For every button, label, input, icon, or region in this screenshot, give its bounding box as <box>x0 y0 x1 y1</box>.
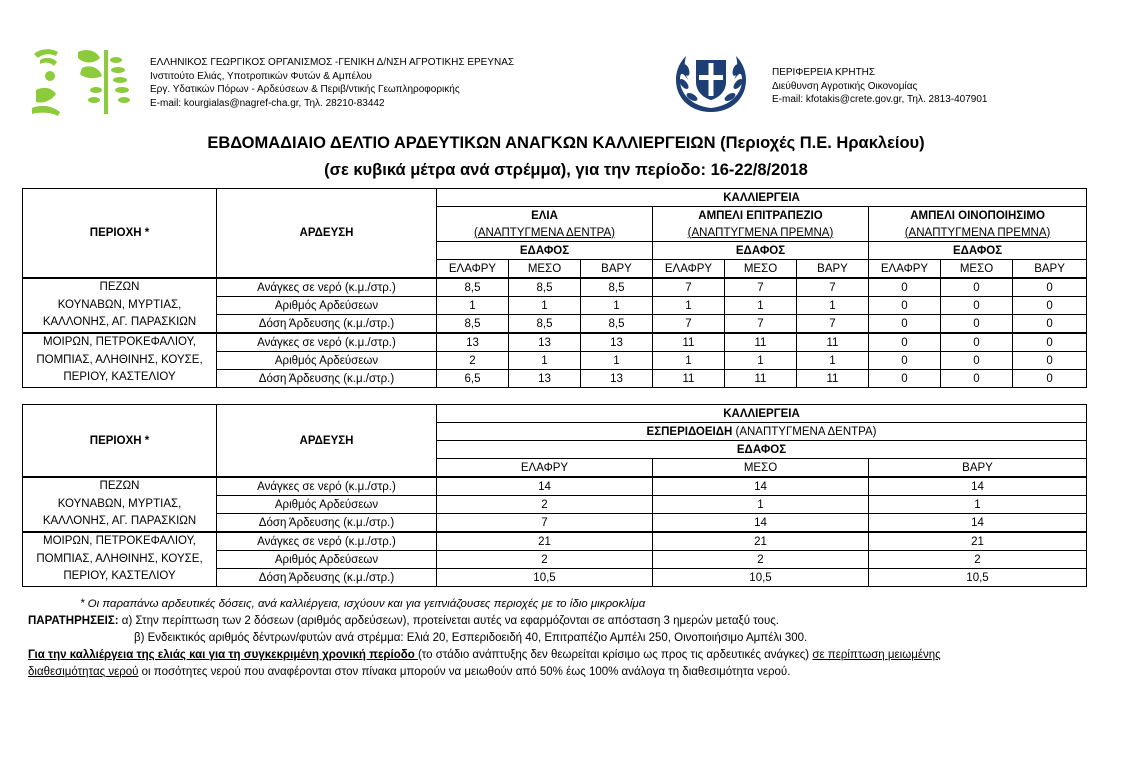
value-cell: 13 <box>509 333 581 352</box>
table-row <box>23 532 1087 551</box>
value-cell: 1 <box>437 297 509 315</box>
value-cell: 14 <box>653 514 869 533</box>
irrigation-metric-label: Δόση Άρδευσης (κ.μ./στρ.) <box>217 514 437 533</box>
crop-sub-wine-grape-text: (ΑΝΑΠΤΥΓΜΕΝΑ ΠΡΕΜΝΑ) <box>904 226 1051 239</box>
table-row <box>23 278 1087 297</box>
value-cell: 21 <box>869 532 1087 551</box>
table-row <box>23 333 1087 352</box>
remark-b: β) Ενδεικτικός αριθμός δέντρων/φυτών ανά στρέμμα: Ελιά 20, Εσπεριδοειδή 40, Επιτραπέζιο Αμπέλι 250, Οινοποιήσιμο Αμπέλι 300. <box>134 632 808 644</box>
value-cell: 0 <box>1013 278 1087 297</box>
crop-sub-wine-grape <box>869 224 1087 242</box>
value-cell: 14 <box>869 477 1087 496</box>
value-cell: 8,5 <box>581 315 653 334</box>
value-cell: 0 <box>1013 333 1087 352</box>
region-line: ΠΕΡΙΟΥ, ΚΑΣΤΕΛΙΟΥ <box>63 371 176 384</box>
irrigation-metric-label: Δόση Άρδευσης (κ.μ./στρ.) <box>217 370 437 388</box>
directorate-name: Διεύθυνση Αγροτικής Οικονομίας <box>772 80 918 92</box>
soil-type-heavy: ΒΑΡΥ <box>581 260 653 279</box>
soil-label: ΕΔΑΦΟΣ <box>653 242 869 260</box>
table2-body <box>23 477 1087 587</box>
region-line: ΚΑΛΛΟΝΗΣ, ΑΓ. ΠΑΡΑΣΚΙΩΝ <box>42 316 197 329</box>
crop-header: ΚΑΛΛΙΕΡΓΕΙΑ <box>437 405 1087 423</box>
crop-sub-citrus: (ΑΝΑΠΤΥΓΜΕΝΑ ΔΕΝΤΡΑ) <box>735 425 877 438</box>
value-cell: 0 <box>941 297 1013 315</box>
final-note-mid: (το στάδιο ανάπτυξης δεν θεωρείται κρίσιμο ως προς τις αρδευτικές ανάγκες) <box>417 649 813 661</box>
value-cell: 1 <box>509 352 581 370</box>
value-cell: 1 <box>869 496 1087 514</box>
crop-sub-table-grape-text: (ΑΝΑΠΤΥΓΜΕΝΑ ΠΡΕΜΝΑ) <box>687 226 834 239</box>
value-cell: 7 <box>437 514 653 533</box>
value-cell: 0 <box>1013 315 1087 334</box>
value-cell: 1 <box>653 297 725 315</box>
soil-type-light: ΕΛΑΦΡΥ <box>869 260 941 279</box>
footnote: * Οι παραπάνω αρδευτικές δόσεις, ανά καλλιέργεια, ισχύουν και για γειτνιάζουσες περιοχές με το ίδιο μικροκλίμα <box>80 598 646 610</box>
crop-name-olive: ΕΛΙΑ <box>437 207 653 225</box>
irrigation-metric-label: Δόση Άρδευσης (κ.μ./στρ.) <box>217 315 437 334</box>
value-cell: 0 <box>941 278 1013 297</box>
region-header: ΠΕΡΙΟΧΗ * <box>23 189 217 279</box>
value-cell: 11 <box>653 333 725 352</box>
irrigation-metric-label: Ανάγκες σε νερό (κ.μ./στρ.) <box>217 278 437 297</box>
irrigation-metric-label: Αριθμός Αρδεύσεων <box>217 352 437 370</box>
page-title: ΕΒΔΟΜΑΔΙΑΙΟ ΔΕΛΤΙΟ ΑΡΔΕΥΤΙΚΩΝ ΑΝΑΓΚΩΝ ΚΑΛΛΙΕΡΓΕΙΩΝ (Περιοχές Π.Ε. Ηρακλείου) <box>207 134 925 152</box>
value-cell: 1 <box>725 352 797 370</box>
irrigation-metric-label: Ανάγκες σε νερό (κ.μ./στρ.) <box>217 477 437 496</box>
value-cell: 1 <box>509 297 581 315</box>
soil-type-heavy: ΒΑΡΥ <box>797 260 869 279</box>
value-cell: 21 <box>437 532 653 551</box>
region-line: ΠΕΖΩΝ <box>99 480 140 493</box>
elgo-dimitra-logo <box>30 46 140 118</box>
value-cell: 0 <box>1013 297 1087 315</box>
irrigation-header: ΑΡΔΕΥΣΗ <box>217 405 437 478</box>
value-cell: 8,5 <box>509 315 581 334</box>
region-line: ΚΟΥΝΑΒΩΝ, ΜΥΡΤΙΑΣ, <box>57 497 182 510</box>
value-cell: 0 <box>869 370 941 388</box>
value-cell: 21 <box>653 532 869 551</box>
value-cell: 11 <box>725 333 797 352</box>
table-row <box>23 477 1087 496</box>
crop-header: ΚΑΛΛΙΕΡΓΕΙΑ <box>437 189 1087 207</box>
soil-label: ΕΔΑΦΟΣ <box>869 242 1087 260</box>
crop-name-wine-grape: ΑΜΠΕΛΙ ΟΙΝΟΠΟΙΗΣΙΜΟ <box>869 207 1087 225</box>
region-line: ΜΟΙΡΩΝ, ΠΕΤΡΟΚΕΦΑΛΙΟΥ, <box>43 535 196 548</box>
irrigation-metric-label: Αριθμός Αρδεύσεων <box>217 551 437 569</box>
contact-email-right: E-mail: kfotakis@crete.gov.gr, Τηλ. 2813-407901 <box>772 94 988 105</box>
irrigation-metric-label: Αριθμός Αρδεύσεων <box>217 297 437 315</box>
value-cell: 14 <box>437 477 653 496</box>
value-cell: 11 <box>797 370 869 388</box>
final-note-bold: Για την καλλιέργεια της ελιάς και για τη συγκεκριμένη χρονική περίοδο <box>28 649 418 661</box>
value-cell: 14 <box>653 477 869 496</box>
soil-type-medium: ΜΕΣΟ <box>509 260 581 279</box>
value-cell: 8,5 <box>437 278 509 297</box>
value-cell: 0 <box>869 278 941 297</box>
value-cell: 11 <box>653 370 725 388</box>
region-line: ΠΕΡΙΟΥ, ΚΑΣΤΕΛΙΟΥ <box>63 570 176 583</box>
notes-block <box>28 596 941 681</box>
value-cell: 1 <box>797 352 869 370</box>
value-cell: 8,5 <box>581 278 653 297</box>
org-name: ΕΛΛΗΝΙΚΟΣ ΓΕΩΡΓΙΚΟΣ ΟΡΓΑΝΙΣΜΟΣ -ΓΕΝΙΚΗ Δ/ΝΣΗ ΑΓΡΟΤΙΚΗΣ ΕΡΕΥΝΑΣ <box>150 57 515 68</box>
soil-type-heavy: ΒΑΡΥ <box>869 459 1087 478</box>
remarks-label: ΠΑΡΑΤΗΡΗΣΕΙΣ: <box>28 615 119 627</box>
value-cell: 2 <box>869 551 1087 569</box>
soil-type-light: ΕΛΑΦΡΥ <box>437 459 653 478</box>
value-cell: 7 <box>653 278 725 297</box>
final-note-line1 <box>28 647 941 664</box>
value-cell: 7 <box>653 315 725 334</box>
value-cell: 10,5 <box>869 569 1087 587</box>
soil-label: ΕΔΑΦΟΣ <box>437 441 1087 459</box>
value-cell: 11 <box>797 333 869 352</box>
final-note-line2 <box>28 664 941 681</box>
irrigation-metric-label: Ανάγκες σε νερό (κ.μ./στρ.) <box>217 532 437 551</box>
irrigation-table-main <box>22 188 1087 388</box>
value-cell: 0 <box>869 352 941 370</box>
crop-citrus <box>437 423 1087 441</box>
soil-type-medium: ΜΕΣΟ <box>941 260 1013 279</box>
irrigation-metric-label: Δόση Άρδευσης (κ.μ./στρ.) <box>217 569 437 587</box>
value-cell: 10,5 <box>653 569 869 587</box>
irrigation-header: ΑΡΔΕΥΣΗ <box>217 189 437 279</box>
region-line: ΜΟΙΡΩΝ, ΠΕΤΡΟΚΕΦΑΛΙΟΥ, <box>43 336 196 349</box>
value-cell: 2 <box>653 551 869 569</box>
value-cell: 14 <box>869 514 1087 533</box>
soil-type-heavy: ΒΑΡΥ <box>1013 260 1087 279</box>
crop-sub-olive <box>437 224 653 242</box>
crop-name-table-grape: ΑΜΠΕΛΙ ΕΠΙΤΡΑΠΕΖΙΟ <box>653 207 869 225</box>
value-cell: 0 <box>869 333 941 352</box>
region-line: ΚΑΛΛΟΝΗΣ, ΑΓ. ΠΑΡΑΣΚΙΩΝ <box>42 515 197 528</box>
value-cell: 0 <box>941 315 1013 334</box>
value-cell: 1 <box>581 352 653 370</box>
region-name-cell <box>23 278 217 333</box>
region-name-cell <box>23 477 217 532</box>
region-line: ΚΟΥΝΑΒΩΝ, ΜΥΡΤΙΑΣ, <box>57 298 182 311</box>
value-cell: 1 <box>725 297 797 315</box>
value-cell: 8,5 <box>509 278 581 297</box>
irrigation-metric-label: Αριθμός Αρδεύσεων <box>217 496 437 514</box>
irrigation-metric-label: Ανάγκες σε νερό (κ.μ./στρ.) <box>217 333 437 352</box>
value-cell: 2 <box>437 551 653 569</box>
lab-name: Εργ. Υδατικών Πόρων - Αρδεύσεων & Περιβ/ντικής Γεωπληροφορικής <box>150 84 460 95</box>
region-header: ΠΕΡΙΟΧΗ * <box>23 405 217 478</box>
value-cell: 1 <box>797 297 869 315</box>
value-cell: 6,5 <box>437 370 509 388</box>
value-cell: 11 <box>725 370 797 388</box>
header-left-text <box>150 56 514 110</box>
page-subtitle: (σε κυβικά μέτρα ανά στρέμμα), για την περίοδο: 16-22/8/2018 <box>324 161 808 179</box>
value-cell: 0 <box>1013 370 1087 388</box>
region-line: ΠΟΜΠΙΑΣ, ΑΛΗΘΙΝΗΣ, ΚΟΥΣΕ, <box>36 353 203 366</box>
value-cell: 0 <box>941 370 1013 388</box>
final-note-u2: διαθεσιμότητας νερού <box>28 666 139 678</box>
final-note-u1: σε περίπτωση μειωμένης <box>812 649 941 661</box>
region-line: ΠΟΜΠΙΑΣ, ΑΛΗΘΙΝΗΣ, ΚΟΥΣΕ, <box>36 552 203 565</box>
soil-type-light: ΕΛΑΦΡΥ <box>437 260 509 279</box>
value-cell: 1 <box>653 352 725 370</box>
soil-type-medium: ΜΕΣΟ <box>725 260 797 279</box>
crop-name-citrus: ΕΣΠΕΡΙΔΟΕΙΔΗ <box>646 425 733 438</box>
value-cell: 2 <box>437 496 653 514</box>
institute-name: Ινστιτούτο Ελιάς, Υποτροπικών Φυτών & Αμπέλου <box>150 70 372 82</box>
soil-type-light: ΕΛΑΦΡΥ <box>653 260 725 279</box>
remark-a: α) Στην περίπτωση των 2 δόσεων (αριθμός αρδεύσεων), προτείνεται αυτές να εφαρμόζονται σε απόσταση 3 ημερών μεταξύ τους. <box>121 615 779 627</box>
region-name-cell <box>23 532 217 587</box>
value-cell: 1 <box>653 496 869 514</box>
greek-emblem-logo <box>672 50 750 116</box>
contact-email: E-mail: kourgialas@nagref-cha.gr, Τηλ. 28210-83442 <box>150 97 385 109</box>
value-cell: 0 <box>869 315 941 334</box>
region-line: ΠΕΖΩΝ <box>99 281 140 294</box>
value-cell: 0 <box>869 297 941 315</box>
table1-body <box>23 278 1087 388</box>
value-cell: 0 <box>1013 352 1087 370</box>
value-cell: 7 <box>797 315 869 334</box>
soil-label: ΕΔΑΦΟΣ <box>437 242 653 260</box>
value-cell: 13 <box>581 333 653 352</box>
value-cell: 7 <box>797 278 869 297</box>
value-cell: 0 <box>941 352 1013 370</box>
value-cell: 7 <box>725 315 797 334</box>
value-cell: 0 <box>941 333 1013 352</box>
value-cell: 8,5 <box>437 315 509 334</box>
final-note-tail: οι ποσότητες νερού που αναφέρονται στον πίνακα μπορούν να μειωθούν από 50% έως 100% ανάλογα τη διαθεσιμότητα νερού. <box>138 666 791 678</box>
header-right-text <box>772 66 987 107</box>
value-cell: 10,5 <box>437 569 653 587</box>
crop-sub-table-grape <box>653 224 869 242</box>
value-cell: 13 <box>509 370 581 388</box>
soil-type-medium: ΜΕΣΟ <box>653 459 869 478</box>
region-name-cell <box>23 333 217 388</box>
value-cell: 7 <box>725 278 797 297</box>
value-cell: 13 <box>437 333 509 352</box>
region-authority: ΠΕΡΙΦΕΡΕΙΑ ΚΡΗΤΗΣ <box>772 67 876 78</box>
value-cell: 13 <box>581 370 653 388</box>
value-cell: 2 <box>437 352 509 370</box>
remark-a-line <box>28 613 941 630</box>
crop-sub-olive-text: (ΑΝΑΠΤΥΓΜΕΝΑ ΔΕΝΤΡΑ) <box>474 226 615 239</box>
irrigation-table-citrus <box>22 404 1087 587</box>
value-cell: 1 <box>581 297 653 315</box>
